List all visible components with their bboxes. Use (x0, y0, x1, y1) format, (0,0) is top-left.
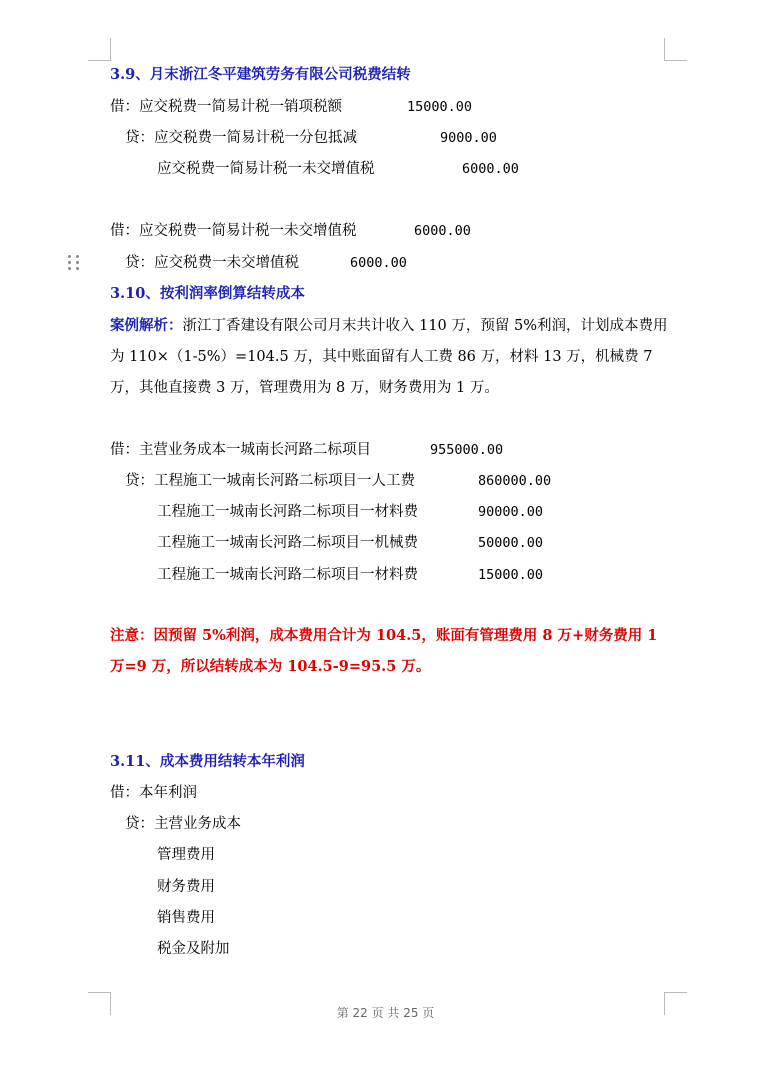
entry4-credit-item: 销售费用 (157, 910, 215, 926)
entry2-debit-amount: 6000.00 (414, 223, 471, 239)
section-heading-3-11: 3.11、成本费用结转本年利润 (110, 753, 305, 770)
entry3-credit-label: 工程施工一城南长河路二标项目一材料费 (157, 504, 418, 520)
entry3-debit-amount: 955000.00 (430, 442, 504, 458)
entry3-credit-label: 工程施工一城南长河路二标项目一材料费 (157, 567, 418, 583)
section-heading-3-10: 3.10、按利润率倒算结转成本 (110, 285, 305, 302)
case-analysis-text: 浙江丁香建设有限公司月末共计收入 110 万，预留 5%利润，计划成本费用为 110×（1-5%）=104.5 万，其中账面留有人工费 86 万，材料 13 万，机械费 7 万，其他直接费 3 万，管理费用为 8 万，财务费用为 1 万。 (110, 318, 668, 396)
entry3-credit-amount: 90000.00 (478, 504, 544, 520)
entry4-credit-item: 财务费用 (157, 879, 215, 895)
entry3-credit-amount: 860000.00 (478, 473, 552, 489)
page-footer: 第 22 页 共 25 页 (336, 1006, 435, 1020)
crop-mark-top-right (664, 38, 687, 61)
note-paragraph: 注意：因预留 5%利润，成本费用合计为 104.5，账面有管理费用 8 万+财务费用 1 万=9 万，所以结转成本为 104.5-9=95.5 万。 (110, 627, 658, 675)
case-analysis-paragraph (110, 310, 670, 404)
entry3-credit-label: 贷：工程施工一城南长河路二标项目一人工费 (125, 473, 415, 489)
entry2-credit-label: 贷：应交税费一未交增值税 (125, 255, 299, 271)
entry3-credit-label: 工程施工一城南长河路二标项目一机械费 (157, 535, 418, 551)
entry1-credit2-label: 应交税费一简易计税一未交增值税 (157, 161, 375, 177)
entry1-debit-label: 借：应交税费一简易计税一销项税额 (110, 99, 342, 115)
entry4-debit-label: 借：本年利润 (110, 785, 197, 801)
entry3-debit-label: 借：主营业务成本一城南长河路二标项目 (110, 442, 371, 458)
entry1-credit-amount: 9000.00 (440, 130, 497, 146)
entry1-credit-label: 贷：应交税费一简易计税一分包抵减 (125, 130, 357, 146)
entry1-debit-amount: 15000.00 (407, 99, 473, 115)
entry3-credit-amount: 50000.00 (478, 535, 544, 551)
drag-handle-icon[interactable] (68, 255, 80, 271)
crop-mark-top-left (88, 38, 111, 61)
case-analysis-label: 案例解析： (110, 317, 183, 334)
entry1-credit2-amount: 6000.00 (462, 161, 519, 177)
entry3-credit-amount: 15000.00 (478, 567, 544, 583)
section-heading-3-9: 3.9、月末浙江冬平建筑劳务有限公司税费结转 (110, 66, 411, 83)
entry4-credit-item: 管理费用 (157, 847, 215, 863)
entry4-credit-label: 贷：主营业务成本 (125, 816, 241, 832)
entry4-credit-item: 税金及附加 (157, 941, 230, 957)
entry2-credit-amount: 6000.00 (350, 255, 407, 271)
entry2-debit-label: 借：应交税费一简易计税一未交增值税 (110, 223, 357, 239)
